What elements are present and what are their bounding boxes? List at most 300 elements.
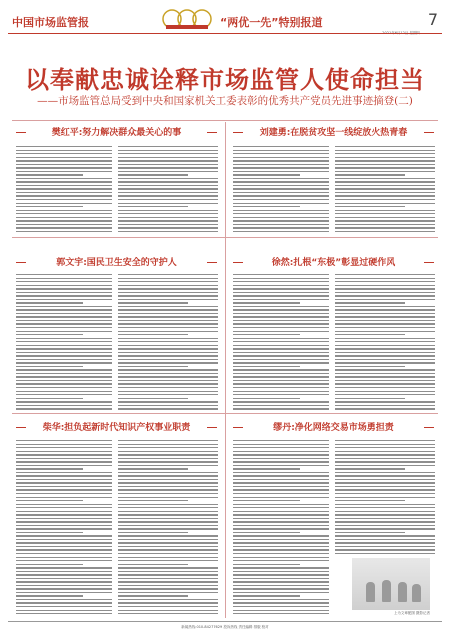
- section-divider: [12, 120, 438, 121]
- text-line: [233, 574, 329, 575]
- text-line: [233, 383, 329, 384]
- text-line: [335, 500, 405, 501]
- footer-rule: [8, 621, 442, 622]
- text-line: [16, 167, 112, 168]
- text-line: [16, 588, 112, 589]
- text-line: [233, 387, 329, 388]
- text-line: [118, 278, 218, 279]
- text-line: [233, 610, 329, 611]
- text-line: [335, 479, 435, 480]
- text-line: [16, 383, 112, 384]
- text-line: [233, 486, 329, 487]
- text-line: [335, 493, 435, 494]
- text-line: [233, 306, 329, 307]
- text-line: [335, 210, 435, 211]
- text-line: [233, 447, 329, 448]
- text-line: [335, 299, 435, 300]
- text-line: [16, 153, 112, 154]
- text-line: [233, 461, 329, 462]
- text-line: [118, 472, 218, 473]
- text-line: [16, 595, 83, 596]
- text-line: [335, 288, 435, 289]
- text-line: [335, 355, 435, 356]
- text-line: [118, 316, 218, 317]
- text-line: [233, 557, 329, 558]
- text-line: [233, 465, 329, 466]
- text-line: [16, 369, 112, 370]
- text-line: [16, 440, 112, 441]
- text-line: [118, 206, 188, 207]
- text-line: [233, 489, 329, 490]
- text-line: [16, 581, 112, 582]
- text-line: [233, 581, 329, 582]
- text-line: [233, 174, 300, 175]
- text-line: [335, 345, 435, 346]
- text-line: [335, 203, 435, 204]
- text-line: [118, 195, 218, 196]
- text-line: [16, 306, 112, 307]
- photo-caption: 上为文章配图 摄影记者: [393, 611, 430, 615]
- text-line: [16, 602, 112, 603]
- text-line: [16, 458, 112, 459]
- text-line: [16, 157, 112, 158]
- text-line: [335, 227, 435, 228]
- anniversary-logo-icon: [160, 8, 214, 30]
- text-line: [233, 507, 329, 508]
- text-line: [335, 153, 435, 154]
- text-line: [118, 355, 218, 356]
- text-line: [335, 306, 435, 307]
- text-line: [233, 227, 329, 228]
- text-line: [335, 181, 435, 182]
- text-line: [118, 150, 218, 151]
- text-line: [118, 199, 218, 200]
- text-line: [335, 274, 435, 275]
- text-line: [335, 331, 435, 332]
- text-line: [16, 521, 112, 522]
- text-line: [16, 206, 83, 207]
- text-line: [233, 316, 329, 317]
- text-line: [335, 535, 435, 536]
- text-line: [335, 380, 435, 381]
- text-line: [233, 327, 329, 328]
- text-line: [16, 592, 112, 593]
- text-line: [118, 602, 218, 603]
- article-photo: [352, 558, 430, 610]
- text-line: [233, 195, 329, 196]
- text-line: [233, 472, 329, 473]
- text-line: [118, 447, 218, 448]
- text-line: [335, 309, 435, 310]
- text-line: [233, 493, 329, 494]
- text-line: [335, 521, 435, 522]
- text-line: [118, 571, 218, 572]
- text-line: [16, 549, 112, 550]
- text-line: [118, 146, 218, 147]
- text-line: [335, 220, 435, 221]
- text-line: [16, 150, 112, 151]
- text-line: [16, 465, 112, 466]
- text-line: [16, 500, 83, 501]
- text-line: [335, 171, 435, 172]
- text-line: [335, 440, 435, 441]
- text-line: [335, 320, 435, 321]
- article-body: [16, 440, 112, 616]
- text-line: [16, 199, 112, 200]
- text-line: [335, 444, 435, 445]
- text-line: [16, 224, 112, 225]
- text-line: [233, 185, 329, 186]
- text-line: [16, 334, 83, 335]
- article-body: [335, 274, 435, 410]
- text-line: [118, 479, 218, 480]
- text-line: [118, 345, 218, 346]
- text-line: [233, 369, 329, 370]
- text-line: [118, 394, 218, 395]
- text-line: [118, 327, 218, 328]
- text-line: [233, 539, 329, 540]
- text-line: [118, 341, 218, 342]
- text-line: [118, 164, 218, 165]
- text-line: [16, 613, 112, 614]
- article-heading: 缪丹:净化网络交易市场勇担责: [231, 421, 436, 435]
- text-line: [335, 553, 435, 554]
- article-body: [233, 440, 329, 616]
- text-line: [233, 178, 329, 179]
- text-line: [335, 539, 435, 540]
- text-line: [335, 285, 435, 286]
- text-line: [233, 160, 329, 161]
- text-line: [16, 507, 112, 508]
- text-line: [118, 295, 218, 296]
- text-line: [16, 475, 112, 476]
- text-line: [16, 160, 112, 161]
- text-line: [16, 567, 112, 568]
- text-line: [16, 281, 112, 282]
- text-line: [118, 313, 218, 314]
- text-line: [16, 309, 112, 310]
- text-line: [16, 327, 112, 328]
- text-line: [335, 525, 435, 526]
- text-line: [335, 475, 435, 476]
- text-line: [16, 454, 112, 455]
- text-line: [118, 292, 218, 293]
- text-line: [233, 542, 329, 543]
- text-line: [233, 514, 329, 515]
- text-line: [335, 405, 435, 406]
- text-line: [118, 511, 218, 512]
- text-line: [335, 292, 435, 293]
- text-line: [16, 164, 112, 165]
- text-line: [16, 444, 112, 445]
- text-line: [335, 199, 435, 200]
- text-line: [233, 458, 329, 459]
- text-line: [335, 454, 435, 455]
- text-line: [335, 164, 435, 165]
- text-line: [118, 454, 218, 455]
- text-line: [16, 338, 112, 339]
- text-line: [16, 468, 83, 469]
- text-line: [118, 376, 218, 377]
- text-line: [233, 206, 300, 207]
- text-line: [16, 227, 112, 228]
- text-line: [16, 362, 112, 363]
- text-line: [233, 532, 300, 533]
- text-line: [16, 295, 112, 296]
- text-line: [118, 532, 188, 533]
- text-line: [118, 178, 218, 179]
- text-line: [335, 528, 435, 529]
- text-line: [118, 224, 218, 225]
- text-line: [233, 497, 329, 498]
- text-line: [118, 482, 218, 483]
- text-line: [16, 447, 112, 448]
- text-line: [233, 408, 329, 409]
- text-line: [118, 369, 218, 370]
- text-line: [335, 387, 435, 388]
- text-line: [16, 405, 112, 406]
- text-line: [233, 274, 329, 275]
- text-line: [335, 366, 405, 367]
- text-line: [335, 451, 435, 452]
- text-line: [233, 323, 329, 324]
- text-line: [118, 567, 218, 568]
- text-line: [233, 285, 329, 286]
- text-line: [118, 599, 218, 600]
- text-line: [335, 281, 435, 282]
- text-line: [118, 210, 218, 211]
- text-line: [335, 373, 435, 374]
- text-line: [233, 320, 329, 321]
- text-line: [335, 383, 435, 384]
- text-line: [118, 281, 218, 282]
- text-line: [118, 553, 218, 554]
- text-line: [118, 203, 218, 204]
- text-line: [233, 376, 329, 377]
- text-line: [16, 203, 112, 204]
- text-line: [16, 394, 112, 395]
- text-line: [16, 299, 112, 300]
- text-line: [118, 348, 218, 349]
- text-line: [16, 599, 112, 600]
- text-line: [233, 602, 329, 603]
- text-line: [335, 160, 435, 161]
- text-line: [118, 542, 218, 543]
- text-line: [335, 507, 435, 508]
- text-line: [16, 220, 112, 221]
- article-heading: 徐然:扎根“东极”彰显过硬作风: [231, 256, 436, 270]
- text-line: [233, 599, 329, 600]
- text-line: [118, 564, 188, 565]
- text-line: [16, 352, 112, 353]
- text-line: [16, 231, 112, 232]
- text-line: [16, 398, 83, 399]
- text-line: [233, 578, 329, 579]
- text-line: [233, 391, 329, 392]
- text-line: [118, 302, 188, 303]
- article-body: [335, 440, 435, 554]
- text-line: [233, 405, 329, 406]
- text-line: [16, 489, 112, 490]
- text-line: [233, 398, 300, 399]
- text-line: [118, 387, 218, 388]
- text-line: [16, 171, 112, 172]
- text-line: [118, 514, 218, 515]
- article-heading: 刘建勇:在脱贫攻坚一线绽放火热青春: [231, 126, 436, 140]
- text-line: [118, 493, 218, 494]
- text-line: [118, 174, 188, 175]
- text-line: [335, 489, 435, 490]
- text-line: [16, 532, 83, 533]
- text-line: [233, 479, 329, 480]
- text-line: [233, 366, 300, 367]
- page-subtitle: ——市场监管总局受到中央和国家机关工委表彰的优秀共产党员先进事迹摘登(二): [37, 95, 413, 107]
- text-line: [335, 316, 435, 317]
- text-line: [233, 217, 329, 218]
- text-line: [233, 468, 300, 469]
- text-line: [16, 181, 112, 182]
- text-line: [335, 348, 435, 349]
- text-line: [118, 588, 218, 589]
- text-line: [118, 359, 218, 360]
- text-line: [118, 398, 188, 399]
- text-line: [335, 157, 435, 158]
- text-line: [16, 525, 112, 526]
- text-line: [118, 331, 218, 332]
- text-line: [118, 383, 218, 384]
- text-line: [118, 451, 218, 452]
- article-body: [233, 146, 329, 234]
- text-line: [16, 578, 112, 579]
- text-line: [233, 592, 329, 593]
- text-line: [233, 521, 329, 522]
- text-line: [233, 511, 329, 512]
- text-line: [335, 401, 435, 402]
- text-line: [233, 567, 329, 568]
- text-line: [16, 331, 112, 332]
- text-line: [16, 387, 112, 388]
- text-line: [118, 274, 218, 275]
- article-body: [118, 274, 218, 410]
- text-line: [233, 525, 329, 526]
- text-line: [16, 345, 112, 346]
- text-line: [335, 518, 435, 519]
- text-line: [335, 398, 405, 399]
- text-line: [335, 549, 435, 550]
- text-line: [335, 188, 435, 189]
- text-line: [16, 546, 112, 547]
- text-line: [233, 203, 329, 204]
- text-line: [233, 444, 329, 445]
- text-line: [233, 518, 329, 519]
- text-line: [118, 185, 218, 186]
- text-line: [233, 454, 329, 455]
- text-line: [335, 362, 435, 363]
- text-line: [335, 504, 435, 505]
- text-line: [335, 295, 435, 296]
- text-line: [335, 465, 435, 466]
- text-line: [118, 408, 218, 409]
- text-line: [16, 373, 112, 374]
- article-heading: 柴华:担负起新时代知识产权事业职责: [14, 421, 219, 435]
- text-line: [233, 585, 329, 586]
- text-line: [118, 489, 218, 490]
- text-line: [233, 292, 329, 293]
- text-line: [233, 334, 300, 335]
- text-line: [233, 362, 329, 363]
- text-line: [16, 542, 112, 543]
- text-line: [118, 507, 218, 508]
- text-line: [233, 171, 329, 172]
- text-line: [16, 348, 112, 349]
- text-line: [118, 213, 218, 214]
- text-line: [335, 447, 435, 448]
- text-line: [233, 588, 329, 589]
- text-line: [16, 585, 112, 586]
- text-line: [118, 592, 218, 593]
- text-line: [233, 167, 329, 168]
- text-line: [118, 525, 218, 526]
- text-line: [335, 185, 435, 186]
- page-number: 7: [427, 10, 438, 29]
- text-line: [16, 408, 112, 409]
- text-line: [16, 564, 83, 565]
- text-line: [118, 549, 218, 550]
- text-line: [16, 553, 112, 554]
- text-line: [233, 528, 329, 529]
- page-title: 以奉献忠诚诠释市场监管人使命担当: [25, 65, 425, 94]
- text-line: [16, 461, 112, 462]
- text-line: [16, 535, 112, 536]
- text-line: [233, 355, 329, 356]
- text-line: [16, 285, 112, 286]
- text-line: [335, 334, 405, 335]
- text-line: [118, 160, 218, 161]
- text-line: [16, 185, 112, 186]
- text-line: [233, 278, 329, 279]
- text-line: [233, 188, 329, 189]
- text-line: [335, 178, 435, 179]
- text-line: [16, 528, 112, 529]
- text-line: [233, 345, 329, 346]
- text-line: [16, 472, 112, 473]
- text-line: [16, 274, 112, 275]
- text-line: [16, 493, 112, 494]
- text-line: [335, 542, 435, 543]
- text-line: [118, 334, 188, 335]
- text-line: [233, 309, 329, 310]
- text-line: [118, 362, 218, 363]
- text-line: [16, 486, 112, 487]
- text-line: [118, 546, 218, 547]
- text-line: [118, 306, 218, 307]
- text-line: [233, 338, 329, 339]
- text-line: [16, 571, 112, 572]
- text-line: [118, 231, 218, 232]
- text-line: [335, 458, 435, 459]
- text-line: [335, 338, 435, 339]
- text-line: [16, 504, 112, 505]
- masthead-rule: [8, 33, 442, 34]
- text-line: [118, 153, 218, 154]
- text-line: [335, 408, 435, 409]
- column-divider: [225, 122, 226, 618]
- text-line: [233, 595, 300, 596]
- text-line: [16, 376, 112, 377]
- text-line: [335, 217, 435, 218]
- text-line: [233, 341, 329, 342]
- paper-name: 中国市场监管报: [12, 16, 89, 29]
